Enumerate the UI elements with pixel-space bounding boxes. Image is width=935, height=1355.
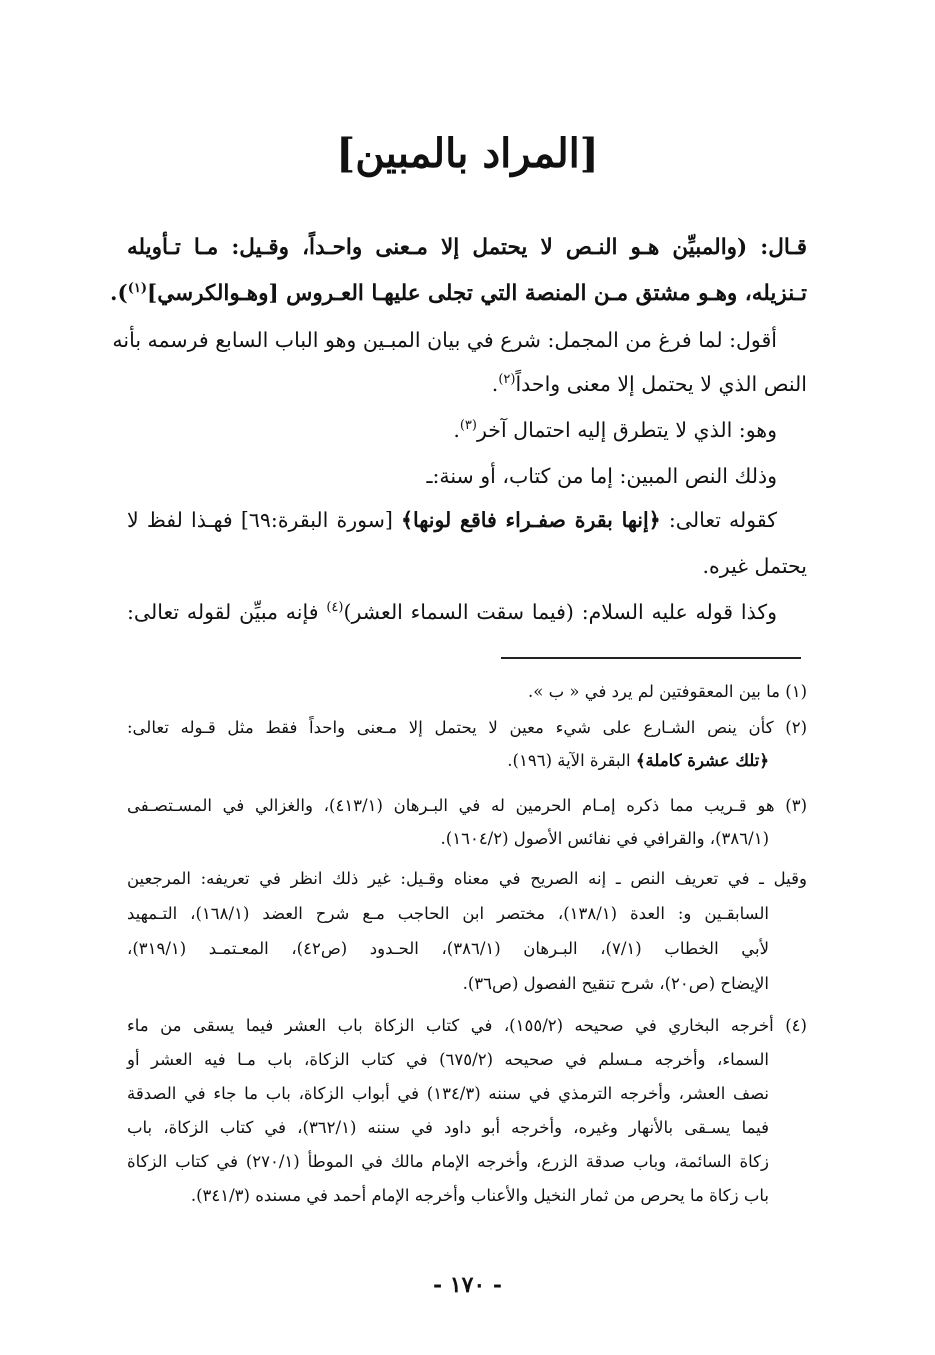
footnote-text: الإيضاح (ص٢٠)، شرح تنقيح الفصول (ص٣٦). — [462, 974, 769, 993]
footnote-line — [127, 898, 807, 929]
footnote-line — [127, 968, 807, 999]
footnote-ref: (٢) — [498, 372, 516, 388]
footnote-text: (٤) أخرجه البخاري في صحيحه (١٥٥/٢)، في كتاب الزكاة باب العشر فيما يسقى من ماء — [127, 1016, 807, 1035]
footnote-text: (٣) هو قـريب مما ذكره إمـام الحرمين له في البـرهان (٤١٣/١)، والغزالي في المسـتصـفى — [127, 796, 808, 815]
text-line — [127, 364, 807, 404]
text-segment: . — [491, 372, 499, 396]
text-segment: كقوله تعالى: — [660, 508, 777, 532]
text-segment: ). — [110, 281, 128, 306]
footnote-line — [127, 1044, 807, 1075]
page-number: - ١٧٠ - — [432, 1272, 503, 1298]
text-line — [127, 410, 807, 450]
text-line — [127, 592, 807, 632]
text-line — [110, 274, 807, 314]
text-segment: أقول: لما فرغ من المجمل: شرع في بيان المبـين وهو الباب السابع فرسمه بأنه — [112, 328, 777, 352]
footnote-text: (٣٨٦/١)، والقرافي في نفائس الأصول (١٦٠٤/٢). — [440, 829, 769, 848]
text-segment: قـال: (والمبيِّن هـو النـص لا يحتمل إلا مـعنى واحـداً، وقـيل: مـا تـأويله — [127, 235, 807, 260]
text-segment: فإنه مبيِّن لقوله تعالى: — [127, 600, 327, 624]
text-segment: [سورة البقرة:٦٩] فهـذا لفظ لا — [127, 508, 402, 532]
footnote-text: باب زكاة ما يحرص من ثمار النخيل والأعناب وأخرجه الإمام أحمد في مسنده (٣٤١/٣). — [190, 1186, 769, 1205]
footnote-line — [127, 1078, 807, 1109]
text-segment: يحتمل غيره. — [702, 554, 807, 578]
text-segment: وهو: الذي لا يتطرق إليه احتمال آخر — [476, 418, 777, 442]
footnote-text: وقيل ـ في تعريف النص ـ إنه الصريح في معناه وقـيل: غير ذلك انظر في تعريفه: المرجعين — [127, 869, 807, 888]
footnote-line — [127, 863, 807, 894]
text-segment: وكذا قوله عليه السلام: (فيما سقت السماء العشر) — [343, 600, 777, 624]
footnote-text: (٢) كأن ينص الشـارع على شيء معين لا يحتمل إلا مـعنى واحداً فقط مثل قـوله تعالى: — [127, 718, 807, 737]
footnote-line — [127, 1146, 807, 1177]
section-title: [المراد بالمبين] — [336, 130, 599, 177]
text-line — [127, 228, 807, 268]
footnote-text: السماء، وأخرجه مـسلم في صحيحه (٦٧٥/٢) في كتاب الزكاة، باب مـا فيه العشر أو — [127, 1050, 769, 1069]
footnote-ref: (٤) — [326, 600, 344, 616]
footnote-line — [127, 1010, 807, 1041]
footnote-line — [127, 1180, 807, 1211]
text-line — [112, 320, 807, 360]
footnote-line — [127, 712, 807, 743]
text-line — [127, 456, 807, 496]
quran-quote: ﴿إنها بقرة صفـراء فاقع لونها﴾ — [401, 508, 661, 532]
footnote-line — [127, 823, 807, 854]
footnote-text: (١) ما بين المعقوفتين لم يرد في « ب ». — [528, 682, 807, 701]
footnote-line — [127, 676, 807, 707]
text-line — [127, 500, 807, 540]
footnote-text: فيما يسـقى بالأنهار وغيره، وأخرجه أبو داود في سننه (٣٦٢/١)، في كتاب الزكاة، باب — [127, 1118, 769, 1137]
text-segment: . — [453, 418, 460, 442]
footnote-text: زكاة السائمة، وباب صدقة الزرع، وأخرجه الإمام مالك في الموطأ (٢٧٠/١) في كتاب الزكاة — [127, 1152, 769, 1171]
footnote-text: السابقـين و: العدة (١٣٨/١)، مختصر ابن الحاجب مـع شرح العضد (١٦٨/١)، التـمهيد — [127, 904, 769, 923]
footnote-line — [127, 790, 807, 821]
footnote-line — [127, 933, 807, 964]
text-line — [127, 546, 807, 586]
footnote-text: البقرة الآية (١٩٦). — [507, 751, 636, 770]
footnote-line — [127, 1112, 807, 1143]
footnote-ref: (٣) — [459, 418, 477, 434]
footnote-ref: (١) — [127, 280, 148, 296]
text-segment: النص الذي لا يحتمل إلا معنى واحداً — [515, 372, 807, 396]
text-segment: وذلك النص المبين: إما من كتاب، أو سنة:ـ — [426, 464, 777, 488]
quran-quote: ﴿تلك عشرة كاملة﴾ — [635, 751, 769, 770]
footnote-text: لأبي الخطاب (٧/١)، البـرهان (٣٨٦/١)، الحـدود (ص٤٢)، المعـتمـد (٣١٩/١)، — [127, 939, 769, 958]
footnote-line — [127, 745, 807, 776]
text-segment: تـنزيله، وهـو مشتق مـن المنصة التي تجلى عليهـا العـروس [وهـوالكرسي] — [147, 281, 807, 306]
footnote-text: نصف العشر، وأخرجه الترمذي في سننه (١٣٤/٣) في أبواب الزكاة، باب ما جاء في الصدقة — [127, 1084, 769, 1103]
footnote-divider — [501, 657, 801, 659]
